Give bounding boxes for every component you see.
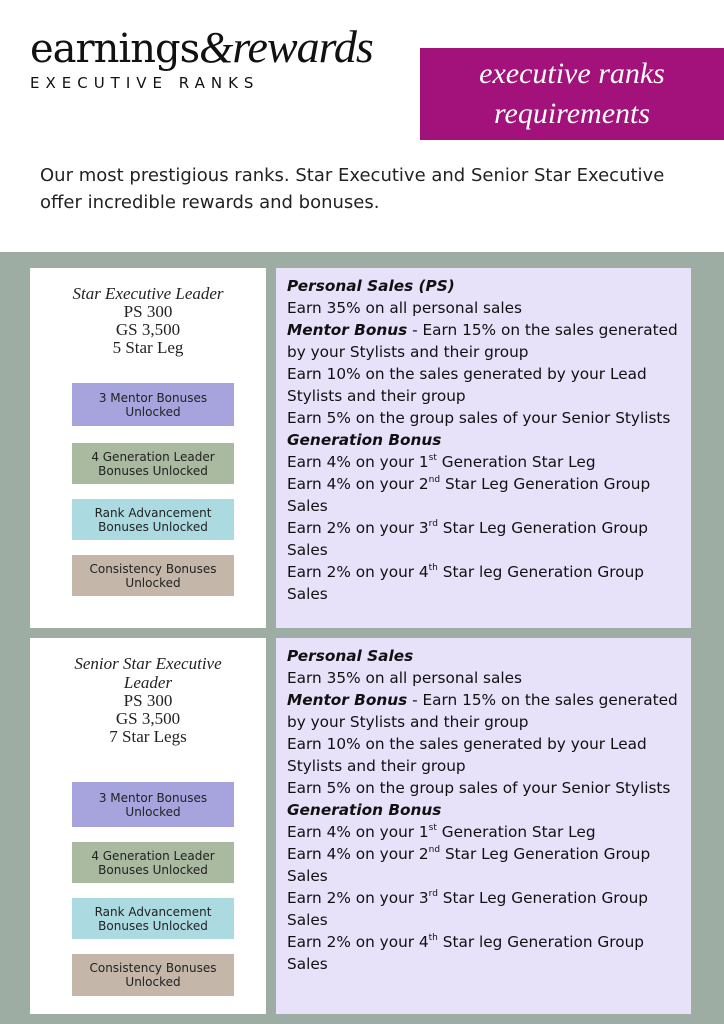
- rank-details-star-executive: [276, 268, 691, 628]
- mentor-senior-stylists-line: Earn 5% on the group sales of your Senior Stylists: [287, 779, 671, 797]
- generation-line-2: Earn 4% on your 2nd Star Leg Generation Group Sales: [287, 845, 651, 885]
- generation-line-4: Earn 2% on your 4th Star leg Generation Group Sales: [287, 933, 644, 973]
- mentor-bonus-badge: 3 Mentor Bonuses Unlocked: [72, 782, 234, 827]
- mentor-bonus-line: [287, 319, 687, 363]
- brand-title: [30, 21, 373, 92]
- consistency-bonus-badge: Consistency Bonuses Unlocked: [72, 555, 234, 596]
- rank-gs: GS 3,500: [115, 320, 181, 339]
- generation-bonus-badge: 4 Generation Leader Bonuses Unlocked: [72, 842, 234, 883]
- personal-sales-line: Earn 35% on all personal sales: [287, 669, 523, 687]
- rank-card-star-executive: [30, 268, 266, 628]
- rank-title: Senior Star Executive Leader: [74, 654, 222, 692]
- mentor-bonus-text: - Earn 15% on the sales generated by your Stylists and their group: [287, 321, 678, 361]
- mentor-senior-stylists-line: Earn 5% on the group sales of your Senior Stylists: [287, 409, 671, 427]
- brand-word-rewards: rewards: [232, 21, 373, 72]
- generation-bonus-badge: 4 Generation Leader Bonuses Unlocked: [72, 443, 234, 484]
- brand-ampersand: &: [199, 23, 233, 72]
- brand-heading: [30, 21, 373, 72]
- generation-line-1: Earn 4% on your 1st Generation Star Leg: [287, 823, 596, 841]
- generation-line-3: Earn 2% on your 3rd Star Leg Generation Group Sales: [287, 889, 649, 929]
- rank-advancement-badge: Rank Advancement Bonuses Unlocked: [72, 499, 234, 540]
- generation-line-3: Earn 2% on your 3rd Star Leg Generation Group Sales: [287, 519, 649, 559]
- banner-line-1: executive ranks: [479, 57, 665, 90]
- banner-line-2: requirements: [493, 97, 651, 130]
- rank-title: Star Executive Leader: [72, 284, 224, 303]
- generation-line-2: Earn 4% on your 2nd Star Leg Generation Group Sales: [287, 475, 651, 515]
- brand-subtitle: EXECUTIVE RANKS: [30, 74, 260, 92]
- generation-bonus-heading: Generation Bonus: [287, 431, 442, 449]
- requirements-banner: [420, 48, 724, 140]
- mentor-bonus-line: [287, 689, 687, 733]
- rank-legs: 7 Star Legs: [109, 727, 187, 746]
- personal-sales-line: Earn 35% on all personal sales: [287, 299, 523, 317]
- mentor-lead-stylists-line: Earn 10% on the sales generated by your Lead Stylists and their group: [287, 735, 647, 775]
- rank-card-senior-star-executive: [30, 638, 266, 1014]
- mentor-bonus-heading: Mentor Bonus: [287, 321, 408, 339]
- mentor-bonus-badge: 3 Mentor Bonuses Unlocked: [72, 383, 234, 426]
- rank-ps: PS 300: [123, 691, 173, 710]
- rank-legs: 5 Star Leg: [112, 338, 184, 357]
- personal-sales-heading: Personal Sales: [287, 647, 414, 665]
- intro-text: Our most prestigious ranks. Star Executive and Senior Star Executive offer incredible rewards and bonuses.: [40, 165, 665, 213]
- rank-ps: PS 300: [123, 302, 173, 321]
- rank-details-senior-star-executive: [276, 638, 691, 1014]
- rank-gs: GS 3,500: [115, 709, 181, 728]
- generation-bonus-heading: Generation Bonus: [287, 801, 442, 819]
- consistency-bonus-badge: Consistency Bonuses Unlocked: [72, 954, 234, 996]
- generation-line-1: Earn 4% on your 1st Generation Star Leg: [287, 453, 596, 471]
- personal-sales-heading: Personal Sales (PS): [287, 277, 455, 295]
- brand-word-earnings: earnings: [30, 26, 200, 72]
- mentor-lead-stylists-line: Earn 10% on the sales generated by your Lead Stylists and their group: [287, 365, 647, 405]
- mentor-bonus-text: - Earn 15% on the sales generated by your Stylists and their group: [287, 691, 678, 731]
- mentor-bonus-heading: Mentor Bonus: [287, 691, 408, 709]
- generation-line-4: Earn 2% on your 4th Star leg Generation Group Sales: [287, 563, 644, 603]
- rank-advancement-badge: Rank Advancement Bonuses Unlocked: [72, 898, 234, 939]
